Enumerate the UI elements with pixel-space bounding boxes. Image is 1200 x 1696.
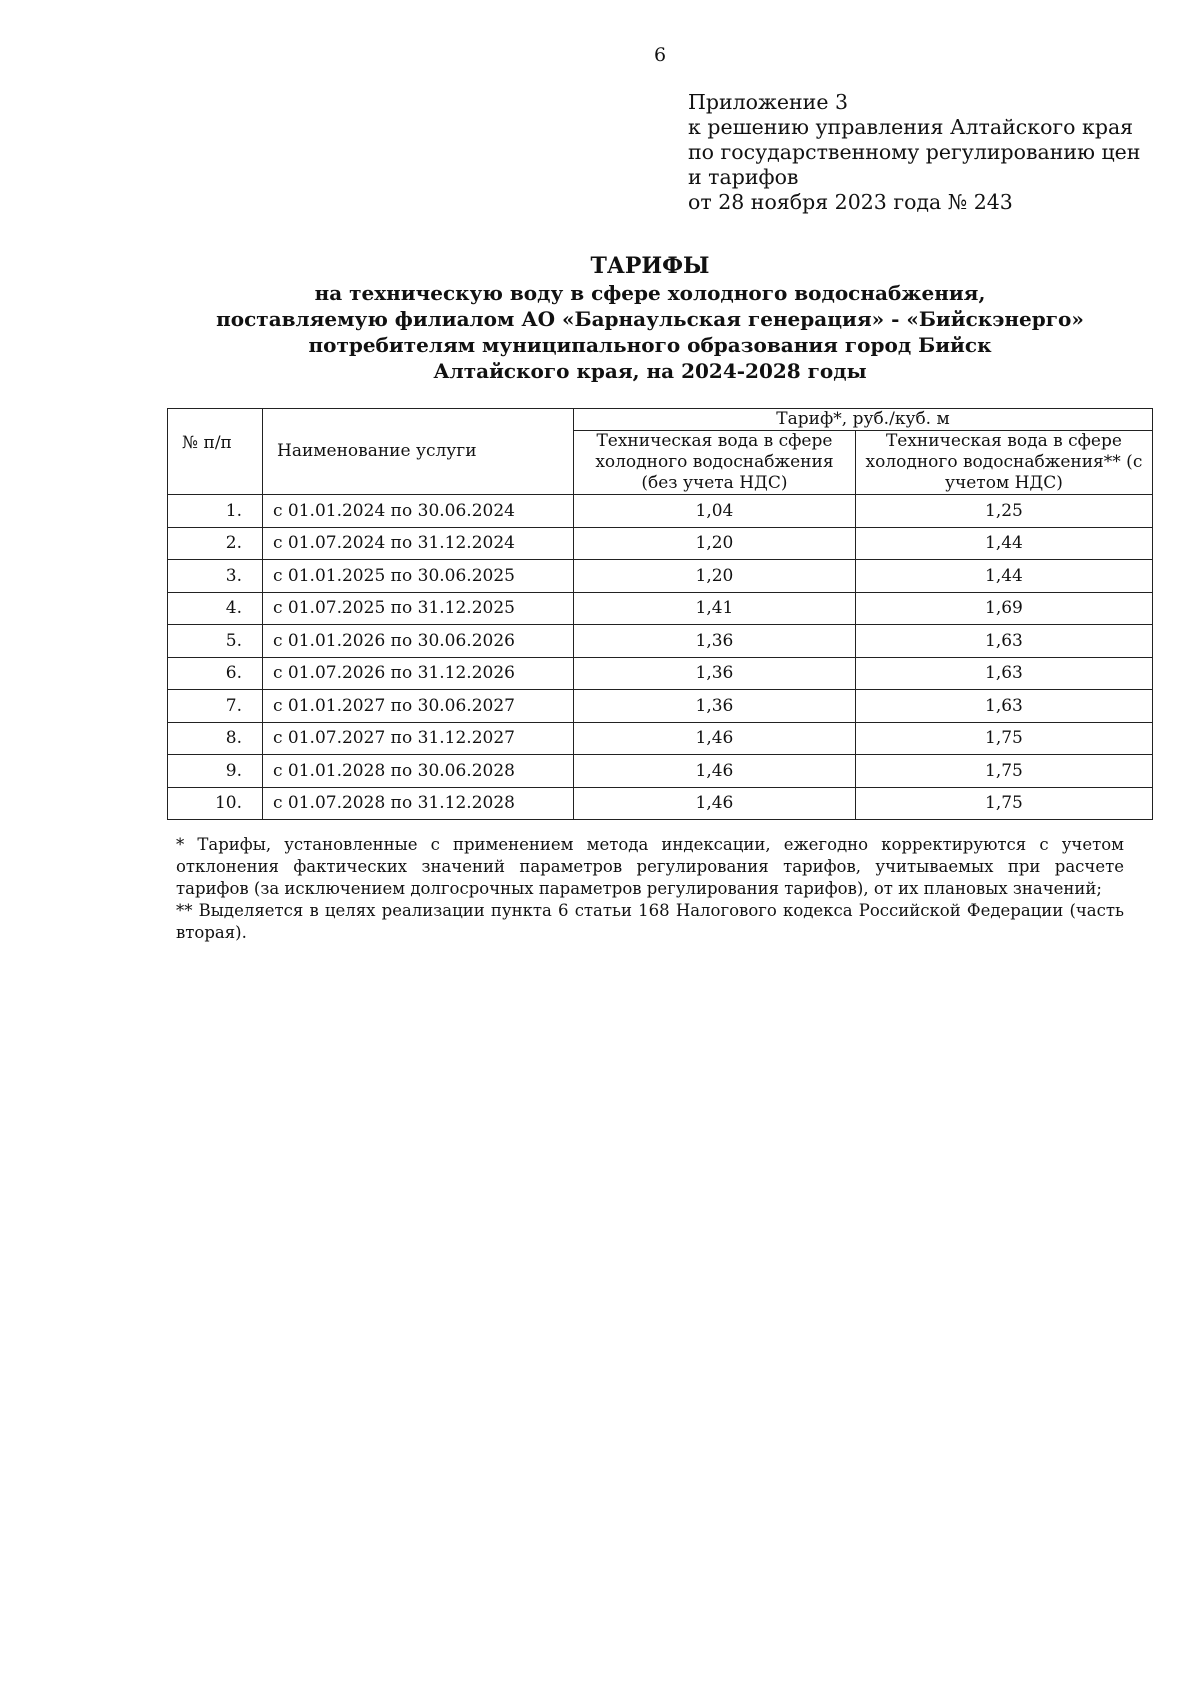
- row-tariff-with-vat: 1,44: [855, 527, 1152, 560]
- header-with-vat: Техническая вода в сфере холодного водоснабжения** (с учетом НДС): [855, 431, 1152, 495]
- title-line: Алтайского края, на 2024-2028 годы: [433, 359, 867, 383]
- row-tariff-with-vat: 1,75: [855, 787, 1152, 820]
- header-num: № п/п: [168, 409, 263, 495]
- row-tariff-with-vat: 1,44: [855, 560, 1152, 593]
- appendix-line: к решению управления Алтайского края: [688, 115, 1134, 139]
- row-tariff-with-vat: 1,63: [855, 690, 1152, 723]
- table-row: [168, 625, 1153, 658]
- appendix-line: Приложение 3: [688, 90, 849, 114]
- footnote-2: ** Выделяется в целях реализации пункта 6 статьи 168 Налогового кодекса Российской Федерации (часть вторая).: [176, 901, 1124, 942]
- table-row: [168, 787, 1153, 820]
- document-title: [160, 252, 1140, 384]
- row-number: 7.: [168, 690, 263, 723]
- table-row: [168, 560, 1153, 593]
- table-row: [168, 592, 1153, 625]
- row-tariff-without-vat: 1,04: [574, 495, 856, 528]
- header-service-name: Наименование услуги: [263, 409, 574, 495]
- title-line: поставляемую филиалом АО «Барнаульская генерация» - «Бийскэнерго»: [216, 307, 1084, 331]
- row-number: 5.: [168, 625, 263, 658]
- row-tariff-without-vat: 1,20: [574, 527, 856, 560]
- row-tariff-without-vat: 1,36: [574, 657, 856, 690]
- row-tariff-without-vat: 1,46: [574, 755, 856, 788]
- footnote-1: * Тарифы, установленные с применением метода индексации, ежегодно корректируются с учетом отклонения фактических значений параметров регулирования тарифов, учитываемых при расчете тарифов (за исключением долгосрочных параметров регулирования тарифов), от их плановых значений;: [176, 835, 1124, 898]
- row-number: 6.: [168, 657, 263, 690]
- row-tariff-with-vat: 1,75: [855, 755, 1152, 788]
- table-row: [168, 495, 1153, 528]
- row-period: с 01.07.2027 по 31.12.2027: [263, 722, 574, 755]
- row-period: с 01.01.2028 по 30.06.2028: [263, 755, 574, 788]
- table-row: [168, 722, 1153, 755]
- title-line: потребителям муниципального образования город Бийск: [308, 333, 992, 357]
- title-line: на техническую воду в сфере холодного водоснабжения,: [314, 281, 986, 305]
- table-row: [168, 657, 1153, 690]
- row-period: с 01.01.2025 по 30.06.2025: [263, 560, 574, 593]
- row-number: 9.: [168, 755, 263, 788]
- row-period: с 01.01.2027 по 30.06.2027: [263, 690, 574, 723]
- table-row: [168, 527, 1153, 560]
- appendix-line: и тарифов: [688, 165, 799, 189]
- row-tariff-with-vat: 1,63: [855, 657, 1152, 690]
- tariff-table: [167, 408, 1153, 820]
- header-tariff: Тариф*, руб./куб. м: [574, 409, 1153, 431]
- row-period: с 01.07.2025 по 31.12.2025: [263, 592, 574, 625]
- row-tariff-without-vat: 1,46: [574, 787, 856, 820]
- footnotes: [176, 834, 1124, 944]
- row-tariff-with-vat: 1,63: [855, 625, 1152, 658]
- table-row: [168, 690, 1153, 723]
- row-tariff-without-vat: 1,46: [574, 722, 856, 755]
- row-tariff-without-vat: 1,36: [574, 690, 856, 723]
- page-number: 6: [653, 44, 667, 66]
- row-number: 3.: [168, 560, 263, 593]
- row-tariff-without-vat: 1,41: [574, 592, 856, 625]
- row-period: с 01.07.2026 по 31.12.2026: [263, 657, 574, 690]
- row-period: с 01.01.2026 по 30.06.2026: [263, 625, 574, 658]
- row-tariff-with-vat: 1,25: [855, 495, 1152, 528]
- row-number: 2.: [168, 527, 263, 560]
- row-tariff-with-vat: 1,75: [855, 722, 1152, 755]
- row-period: с 01.07.2024 по 31.12.2024: [263, 527, 574, 560]
- appendix-line: по государственному регулированию цен: [688, 140, 1141, 164]
- appendix-header: [688, 90, 1168, 215]
- row-tariff-without-vat: 1,36: [574, 625, 856, 658]
- appendix-line: от 28 ноября 2023 года № 243: [688, 190, 1013, 214]
- title-main: ТАРИФЫ: [590, 253, 710, 279]
- row-number: 8.: [168, 722, 263, 755]
- row-period: с 01.07.2028 по 31.12.2028: [263, 787, 574, 820]
- row-number: 1.: [168, 495, 263, 528]
- row-number: 10.: [168, 787, 263, 820]
- row-tariff-without-vat: 1,20: [574, 560, 856, 593]
- row-period: с 01.01.2024 по 30.06.2024: [263, 495, 574, 528]
- row-number: 4.: [168, 592, 263, 625]
- row-tariff-with-vat: 1,69: [855, 592, 1152, 625]
- header-without-vat: Техническая вода в сфере холодного водоснабжения (без учета НДС): [574, 431, 856, 495]
- table-row: [168, 755, 1153, 788]
